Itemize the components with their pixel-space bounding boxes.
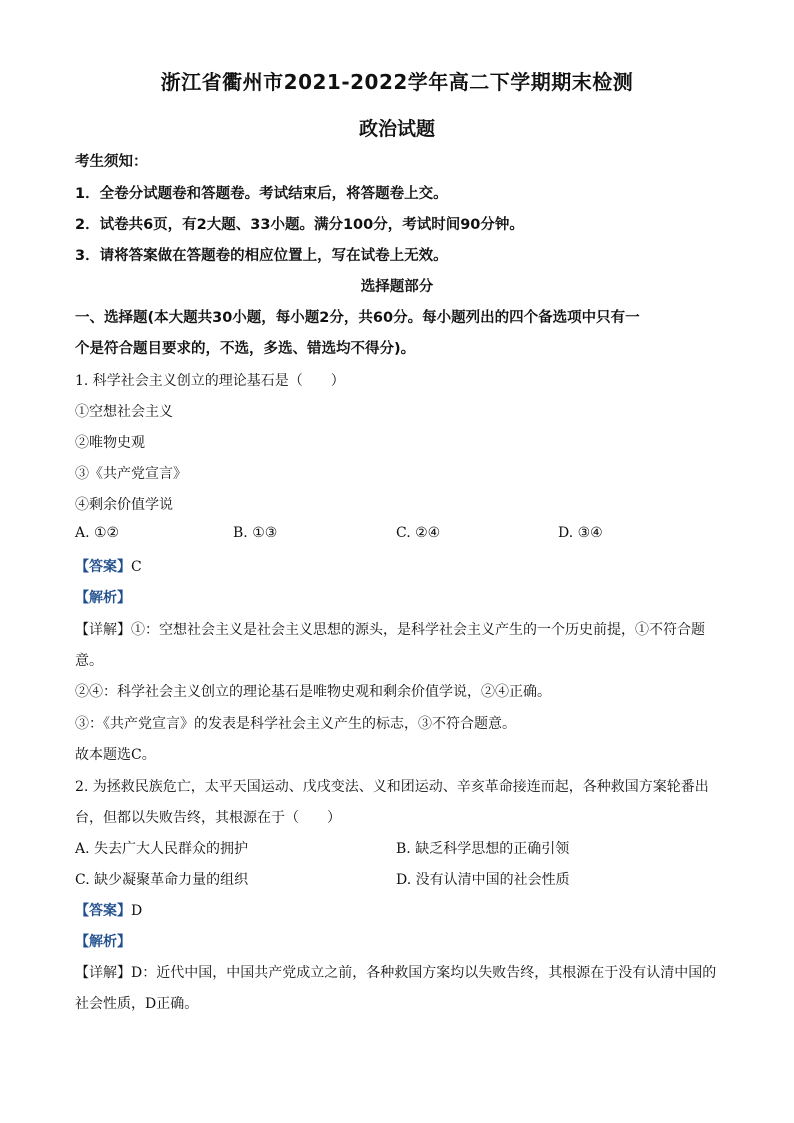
answer-line — [75, 556, 142, 576]
detail-text: ②④：科学社会主义创立的理论基石是唯物史观和剩余价值学说，②④正确。 — [75, 684, 551, 700]
detail-line — [75, 619, 705, 639]
instructions-line: 一、选择题(本大题共30小题，每小题2分，共60分。每小题列出的四个备选项中只有一 — [75, 310, 640, 326]
question-2-stem: 2. 为拯救民族危亡，太平天国运动、戊戌变法、义和团运动、辛亥革命接连而起，各种救国方案轮番出 — [75, 779, 709, 795]
option-b: B. ①③ — [233, 525, 278, 541]
detail-text: 故本题选C。 — [75, 747, 156, 763]
answer-label: 【答案】 — [75, 559, 131, 575]
detail-text: ①：空想社会主义是社会主义思想的源头，是科学社会主义产生的一个历史前提，①不符合题 — [131, 622, 705, 638]
detail-text: 意。 — [75, 653, 103, 669]
detail-line — [75, 962, 716, 982]
statement-item: ①空想社会主义 — [75, 404, 173, 420]
analysis-label: 【解析】 — [75, 590, 131, 606]
option-d: D. ③④ — [558, 525, 603, 541]
answer-value: C — [131, 559, 142, 575]
statement-item: ③《共产党宣言》 — [75, 466, 187, 482]
notice-item: 1．全卷分试题卷和答题卷。考试结束后，将答题卷上交。 — [75, 186, 448, 202]
document-title: 浙江省衢州市2021-2022学年高二下学期期末检测 — [160, 70, 634, 94]
notice-item: 3．请将答案做在答题卷的相应位置上，写在试卷上无效。 — [75, 248, 448, 264]
notice-heading: 考生须知： — [75, 154, 148, 170]
document-subtitle: 政治试题 — [358, 118, 435, 140]
option-c: C. 缺少凝聚革命力量的组织 — [75, 872, 249, 888]
analysis-line — [75, 931, 131, 951]
option-b: B. 缺乏科学思想的正确引领 — [396, 841, 570, 857]
answer-label: 【答案】 — [75, 903, 131, 919]
detail-text: ③：《共产党宣言》的发表是科学社会主义产生的标志，③不符合题意。 — [75, 716, 516, 732]
instructions-line: 个是符合题目要求的，不选，多选、错选均不得分)。 — [75, 341, 416, 357]
notice-item: 2．试卷共6页，有2大题、33小题。满分100分，考试时间90分钟。 — [75, 217, 524, 233]
detail-label: 【详解】 — [75, 622, 131, 638]
section-heading: 选择题部分 — [360, 279, 434, 295]
detail-text: 社会性质，D正确。 — [75, 996, 199, 1012]
statement-item: ②唯物史观 — [75, 435, 145, 451]
option-c: C. ②④ — [396, 525, 441, 541]
analysis-label: 【解析】 — [75, 934, 131, 950]
detail-text: D：近代中国，中国共产党成立之前，各种救国方案均以失败告终，其根源在于没有认清中国的 — [131, 965, 717, 981]
detail-label: 【详解】 — [75, 965, 131, 981]
answer-line — [75, 900, 142, 920]
option-a: A. 失去广大人民群众的拥护 — [75, 841, 249, 857]
answer-value: D — [131, 903, 143, 919]
analysis-line — [75, 587, 131, 607]
question-1-stem: 1. 科学社会主义创立的理论基石是（ ） — [75, 373, 345, 389]
statement-item: ④剩余价值学说 — [75, 497, 173, 513]
question-2-stem: 台，但都以失败告终，其根源在于（ ） — [75, 810, 341, 826]
option-d: D. 没有认清中国的社会性质 — [396, 872, 570, 888]
option-a: A. ①② — [75, 525, 120, 541]
